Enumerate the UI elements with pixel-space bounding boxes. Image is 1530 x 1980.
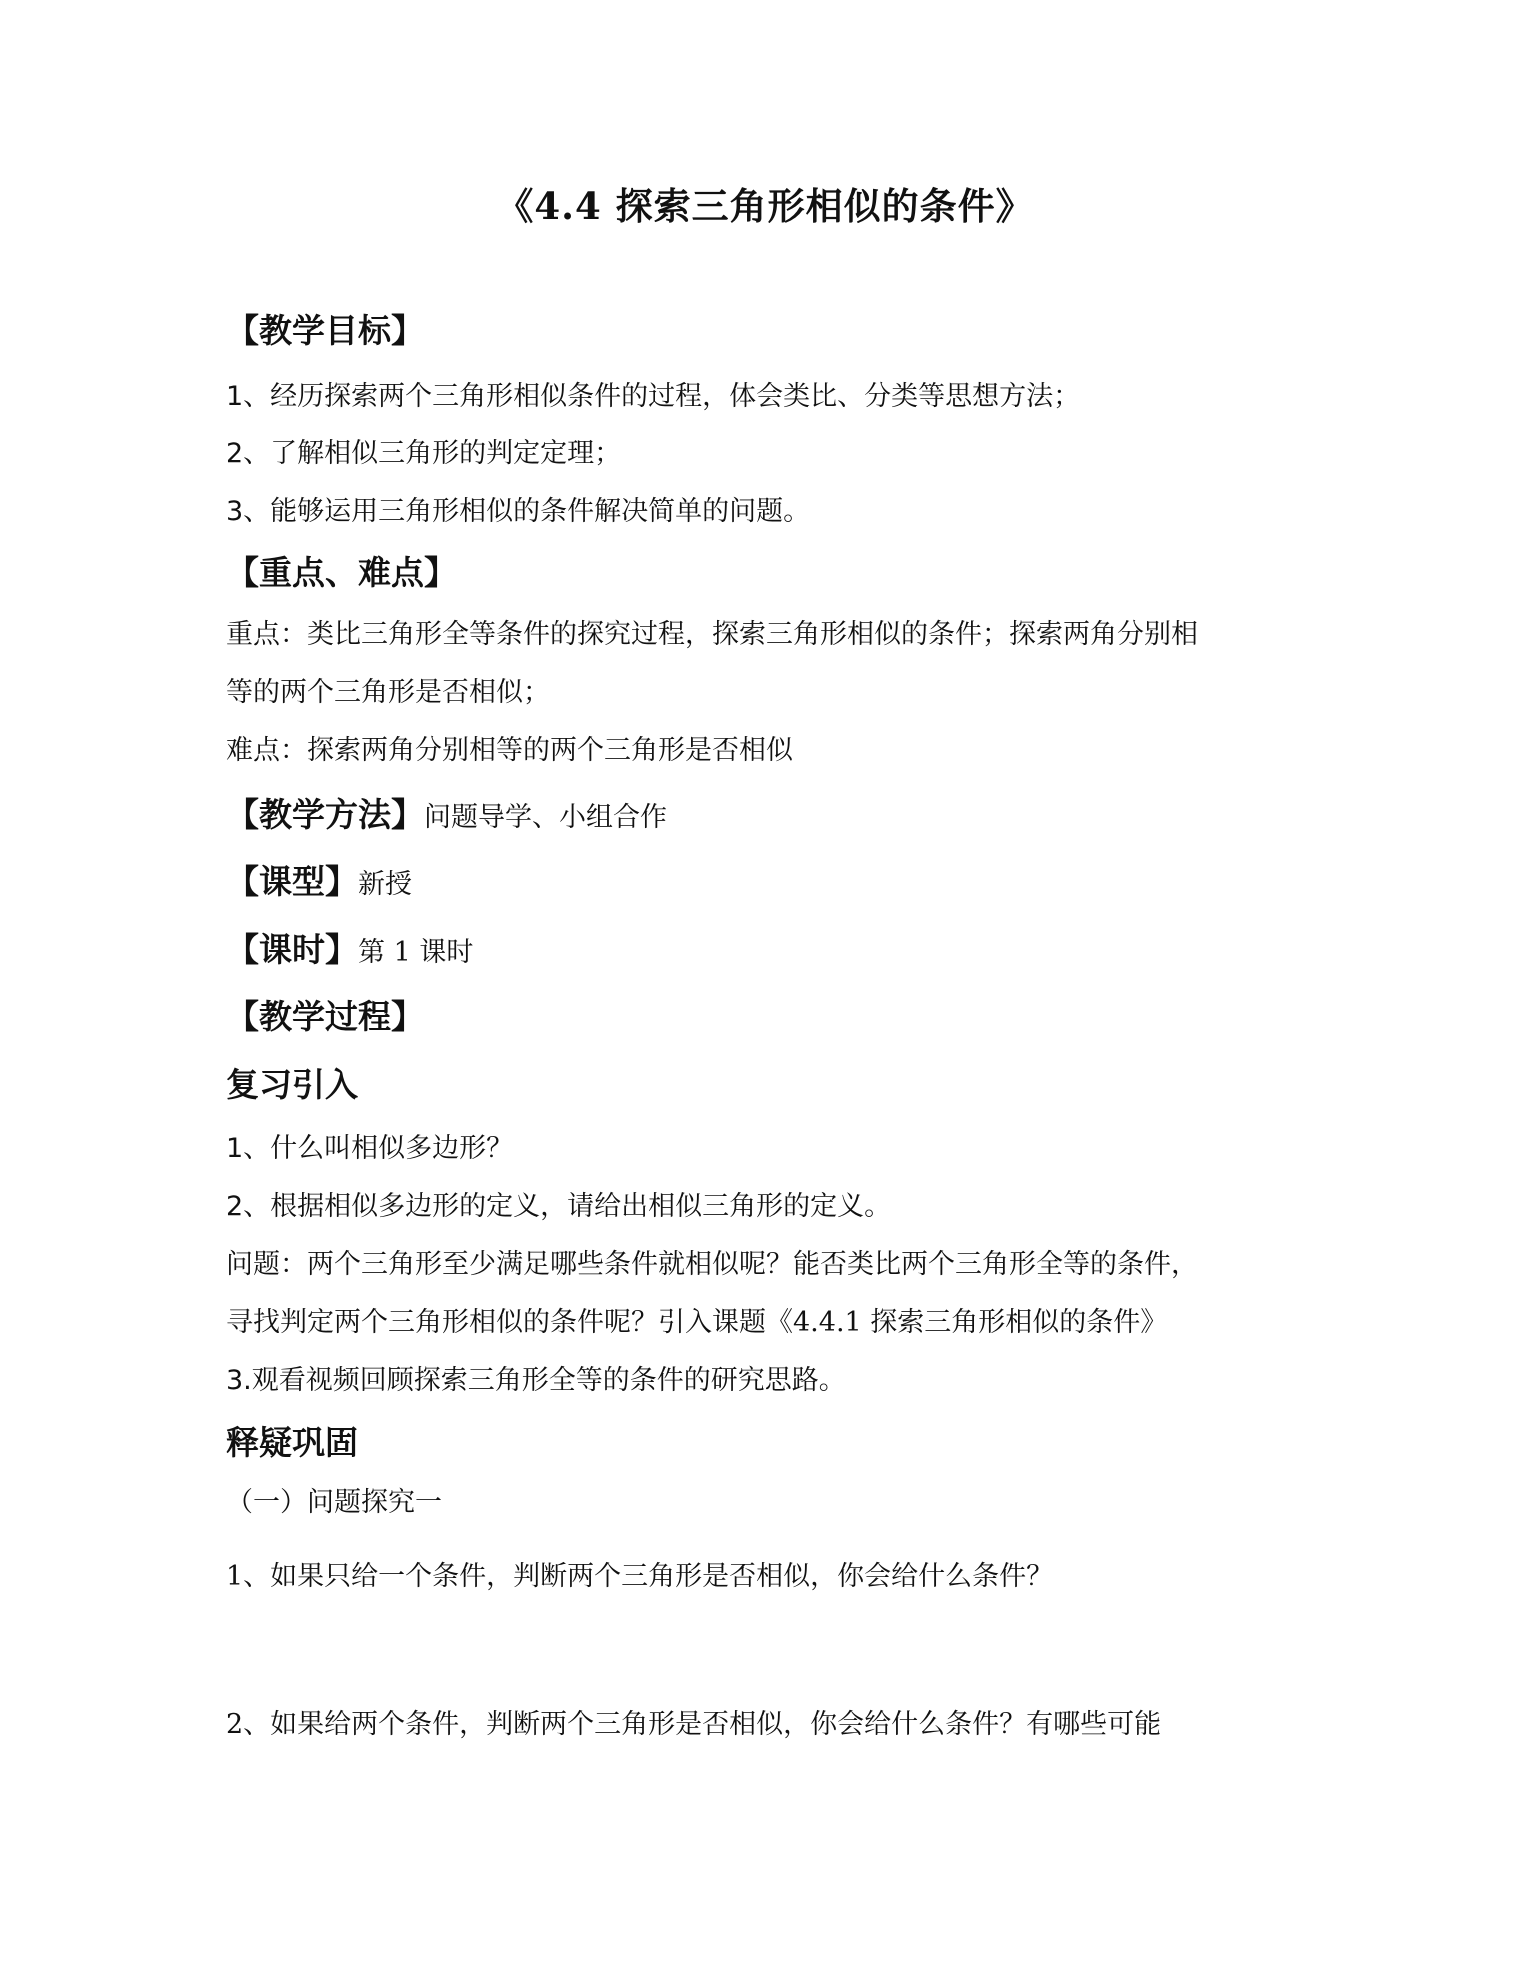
review-heading: 复习引入 (226, 1065, 358, 1104)
objective-item-2: 2、了解相似三角形的判定定理； (226, 438, 622, 469)
lesson-time-row (226, 931, 473, 972)
review-line-3: 问题：两个三角形至少满足哪些条件就相似呢？能否类比两个三角形全等的条件， (226, 1249, 1198, 1280)
process-heading: 【教学过程】 (226, 997, 424, 1036)
method-value: 问题导学、小组合作 (424, 802, 667, 833)
review-line-5: 3.观看视频回顾探索三角形全等的条件的研究思路。 (226, 1365, 846, 1396)
lesson-time-value: 第 1 课时 (358, 937, 474, 968)
review-line-4: 寻找判定两个三角形相似的条件呢？引入课题《4.4.1 探索三角形相似的条件》 (226, 1307, 1168, 1338)
method-row (226, 796, 667, 837)
lesson-type-heading: 【课型】 (226, 862, 358, 901)
key-points-line-1: 重点：类比三角形全等条件的探究过程，探索三角形相似的条件；探索两角分别相 (226, 619, 1198, 650)
lesson-time-heading: 【课时】 (226, 930, 358, 969)
lesson-type-value: 新授 (358, 869, 412, 900)
review-line-1: 1、什么叫相似多边形？ (226, 1133, 514, 1164)
objectives-heading: 【教学目标】 (226, 311, 424, 350)
key-points-line-3: 难点：探索两角分别相等的两个三角形是否相似 (226, 735, 793, 766)
consolidation-question-1: 1、如果只给一个条件，判断两个三角形是否相似，你会给什么条件？ (226, 1561, 1054, 1592)
key-points-heading: 【重点、难点】 (226, 553, 457, 592)
key-points-line-2: 等的两个三角形是否相似； (226, 677, 550, 708)
consolidation-subheading: （一）问题探究一 (226, 1487, 442, 1518)
method-heading: 【教学方法】 (226, 795, 424, 834)
review-line-2: 2、根据相似多边形的定义，请给出相似三角形的定义。 (226, 1191, 892, 1222)
consolidation-heading: 释疑巩固 (226, 1423, 358, 1462)
lesson-type-row (226, 863, 412, 904)
document-title: 《4.4 探索三角形相似的条件》 (496, 184, 1034, 228)
objective-item-3: 3、能够运用三角形相似的条件解决简单的问题。 (226, 496, 811, 527)
consolidation-question-2: 2、如果给两个条件，判断两个三角形是否相似，你会给什么条件？有哪些可能 (226, 1709, 1162, 1740)
objective-item-1: 1、经历探索两个三角形相似条件的过程，体会类比、分类等思想方法； (226, 381, 1081, 412)
